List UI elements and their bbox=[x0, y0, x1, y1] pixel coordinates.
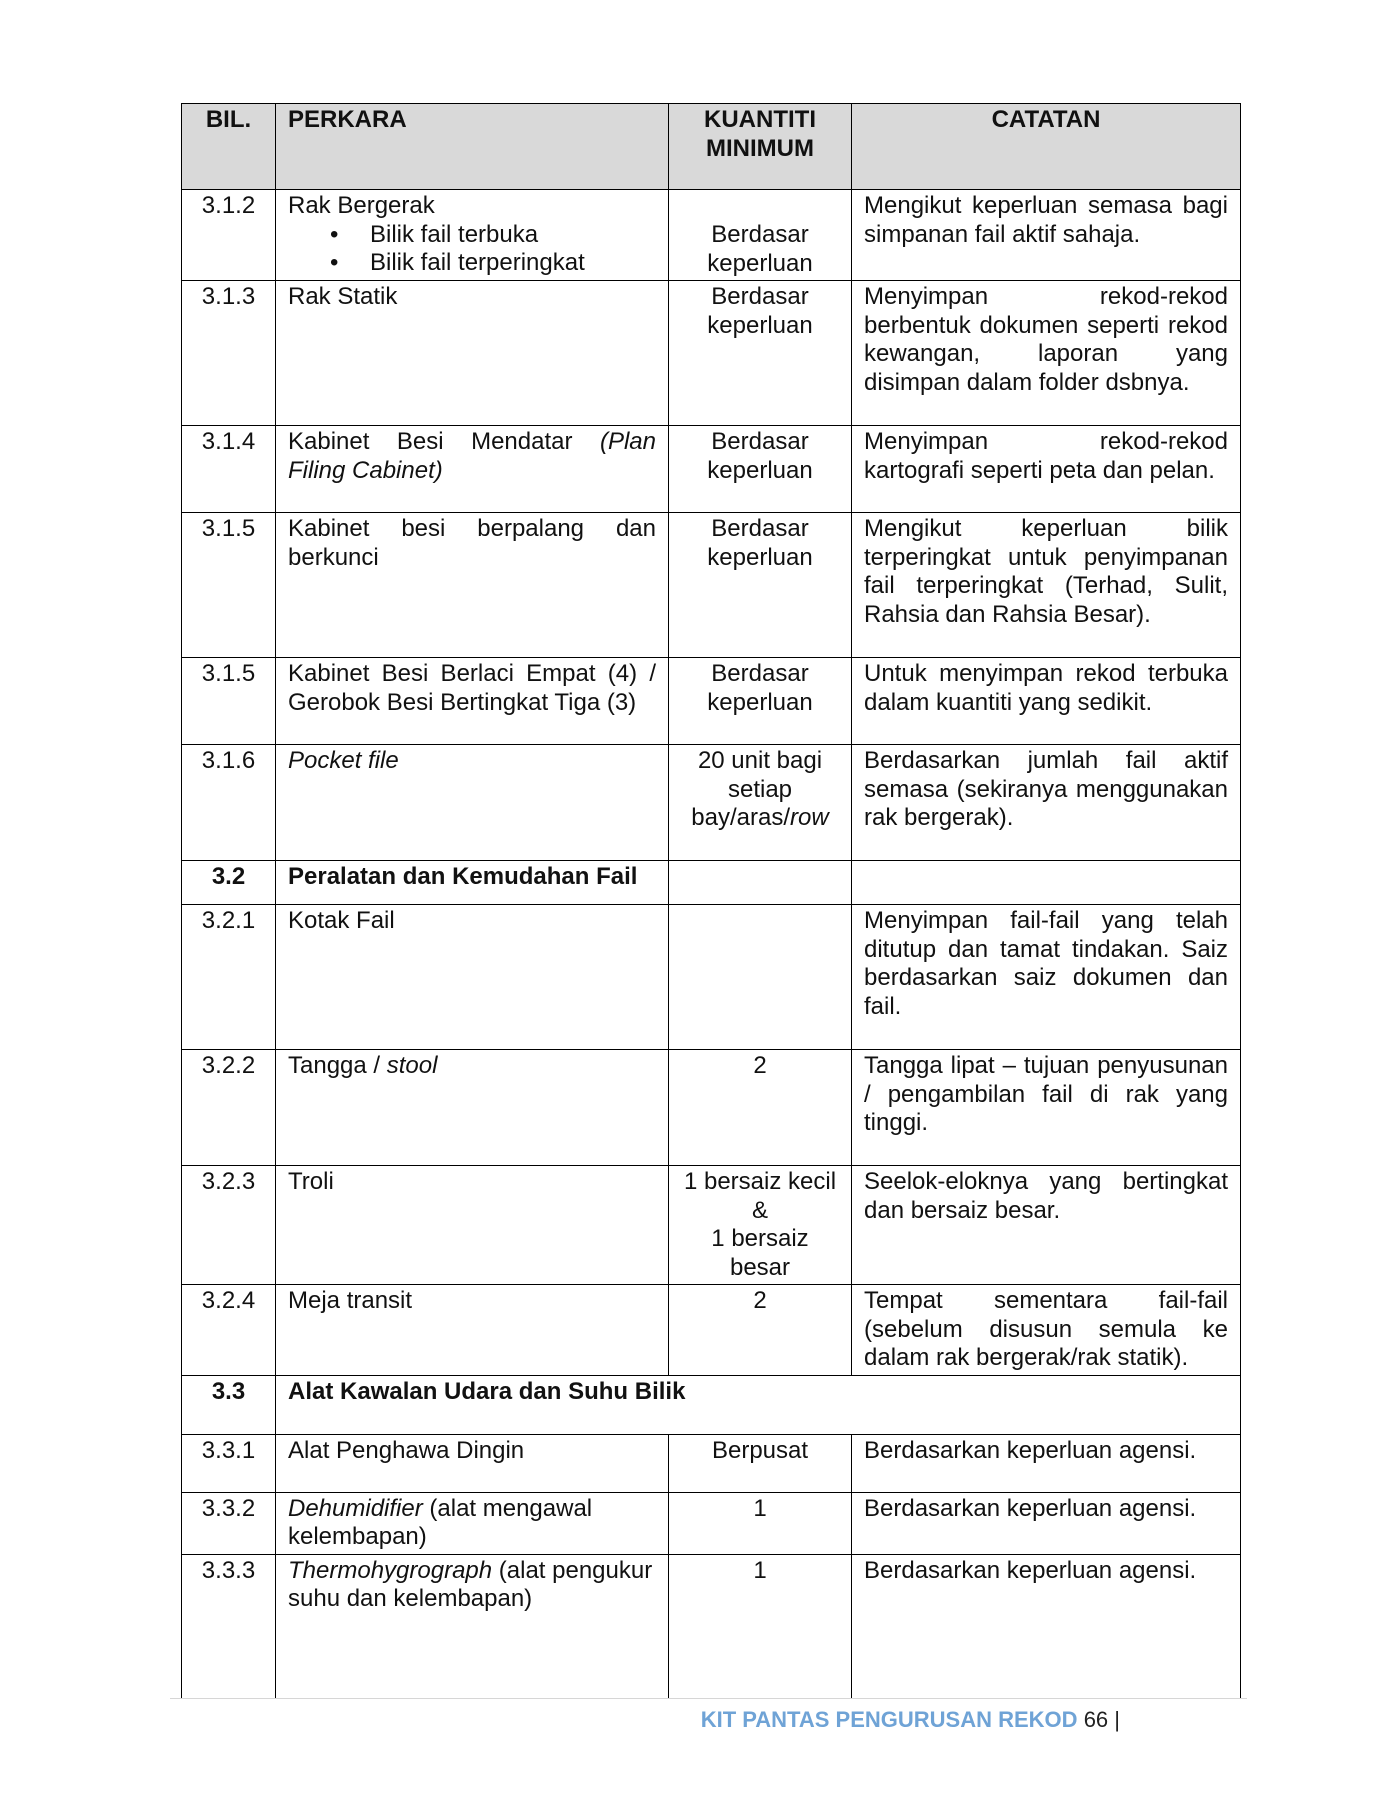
table-row bbox=[182, 658, 1241, 745]
table-row bbox=[182, 1554, 1241, 1698]
perkara-text: Tangga / bbox=[288, 1052, 381, 1079]
row-catatan: Berdasarkan jumlah fail aktif semasa (sekiranya menggunakan rak bergerak). bbox=[852, 745, 1241, 861]
perkara-italic: Pocket file bbox=[288, 747, 399, 774]
page-footer bbox=[701, 1705, 1120, 1735]
perkara-italic: (Plan Filing Cabinet) bbox=[288, 428, 656, 484]
row-bil: 3.3 bbox=[182, 1375, 276, 1434]
kuantiti-line: & bbox=[751, 1196, 768, 1224]
table-row bbox=[182, 1166, 1241, 1285]
header-kuantiti: KUANTITI MINIMUM bbox=[669, 104, 852, 190]
row-kuantiti bbox=[669, 1166, 852, 1285]
row-kuantiti: 2 bbox=[669, 1285, 852, 1376]
row-perkara: Alat Kawalan Udara dan Suhu Bilik bbox=[276, 1375, 1241, 1434]
row-bil: 3.2.2 bbox=[182, 1050, 276, 1166]
row-kuantiti bbox=[669, 658, 852, 745]
kuantiti-line: 1 bersaiz besar bbox=[711, 1225, 809, 1281]
row-kuantiti bbox=[669, 426, 852, 513]
row-catatan: Berdasarkan keperluan agensi. bbox=[852, 1434, 1241, 1492]
row-kuantiti: 1 bbox=[669, 1554, 852, 1698]
row-catatan bbox=[852, 861, 1241, 905]
footer-divider bbox=[170, 1698, 1247, 1699]
row-kuantiti: Berpusat bbox=[669, 1434, 852, 1492]
row-perkara: Kabinet Besi Berlaci Empat (4) / Gerobok Besi Bertingkat Tiga (3) bbox=[276, 658, 669, 745]
header-perkara: PERKARA bbox=[276, 104, 669, 190]
row-perkara: Kotak Fail bbox=[276, 905, 669, 1050]
perkara-text: Rak Bergerak bbox=[288, 192, 435, 219]
row-kuantiti bbox=[669, 513, 852, 658]
row-catatan: Untuk menyimpan rekod terbuka dalam kuantiti yang sedikit. bbox=[852, 658, 1241, 745]
table-row bbox=[182, 1492, 1241, 1554]
list-item: • Bilik fail terperingkat bbox=[370, 249, 656, 278]
row-catatan: Seelok-eloknya yang bertingkat dan bersaiz besar. bbox=[852, 1166, 1241, 1285]
section-row bbox=[182, 861, 1241, 905]
row-kuantiti bbox=[669, 745, 852, 861]
table-row bbox=[182, 1285, 1241, 1376]
row-perkara: Alat Penghawa Dingin bbox=[276, 1434, 669, 1492]
row-catatan: Menyimpan rekod-rekod kartografi seperti peta dan pelan. bbox=[852, 426, 1241, 513]
row-perkara bbox=[276, 745, 669, 861]
table-row bbox=[182, 190, 1241, 281]
row-perkara: Kabinet besi berpalang dan berkunci bbox=[276, 513, 669, 658]
row-bil: 3.3.3 bbox=[182, 1554, 276, 1698]
row-kuantiti bbox=[669, 190, 852, 281]
row-perkara: Meja transit bbox=[276, 1285, 669, 1376]
row-catatan: Tangga lipat – tujuan penyusunan / pengambilan fail di rak yang tinggi. bbox=[852, 1050, 1241, 1166]
row-bil: 3.2.3 bbox=[182, 1166, 276, 1285]
row-catatan: Berdasarkan keperluan agensi. bbox=[852, 1554, 1241, 1698]
section-row bbox=[182, 1375, 1241, 1434]
row-bil: 3.3.2 bbox=[182, 1492, 276, 1554]
row-bil: 3.3.1 bbox=[182, 1434, 276, 1492]
row-kuantiti: 1 bbox=[669, 1492, 852, 1554]
kuantiti-text: Berdasar keperluan bbox=[707, 283, 813, 339]
kuantiti-text: Berdasar keperluan bbox=[707, 221, 813, 277]
equipment-table bbox=[181, 103, 1241, 1699]
row-catatan: Mengikut keperluan bilik terperingkat untuk penyimpanan fail terperingkat (Terhad, Sulit, Rahsia dan Rahsia Besar). bbox=[852, 513, 1241, 658]
perkara-sublist bbox=[288, 221, 656, 278]
kuantiti-line: 1 bersaiz kecil bbox=[683, 1168, 837, 1195]
header-bil: BIL. bbox=[182, 104, 276, 190]
row-perkara bbox=[276, 190, 669, 281]
table-row bbox=[182, 281, 1241, 426]
row-perkara bbox=[276, 1050, 669, 1166]
list-item: • Bilik fail terbuka bbox=[370, 221, 656, 250]
row-catatan: Berdasarkan keperluan agensi. bbox=[852, 1492, 1241, 1554]
row-bil: 3.2.4 bbox=[182, 1285, 276, 1376]
perkara-italic: stool bbox=[386, 1052, 438, 1079]
perkara-text: (alat pengukur suhu dan kelembapan) bbox=[288, 1556, 653, 1612]
row-bil: 3.1.5 bbox=[182, 513, 276, 658]
table-row bbox=[182, 426, 1241, 513]
kuantiti-text: Berdasar keperluan bbox=[707, 515, 813, 571]
row-perkara bbox=[276, 1554, 669, 1698]
row-bil: 3.1.2 bbox=[182, 190, 276, 281]
row-perkara bbox=[276, 1492, 669, 1554]
row-kuantiti bbox=[669, 861, 852, 905]
perkara-text: (alat mengawal kelembapan) bbox=[288, 1494, 593, 1550]
row-catatan: Mengikut keperluan semasa bagi simpanan fail aktif sahaja. bbox=[852, 190, 1241, 281]
row-catatan: Menyimpan fail-fail yang telah ditutup dan tamat tindakan. Saiz berdasarkan saiz dokumen dan fail. bbox=[852, 905, 1241, 1050]
row-catatan: Menyimpan rekod-rekod berbentuk dokumen seperti rekod kewangan, laporan yang disimpan dalam folder dsbnya. bbox=[852, 281, 1241, 426]
kuantiti-main: 20 unit bagi setiap bay/aras/ bbox=[691, 747, 823, 831]
table-row bbox=[182, 905, 1241, 1050]
page-number: 66 | bbox=[1083, 1707, 1120, 1732]
table-header-row bbox=[182, 104, 1241, 190]
kuantiti-text: Berdasar keperluan bbox=[707, 660, 813, 716]
row-bil: 3.1.4 bbox=[182, 426, 276, 513]
kuantiti-text bbox=[677, 747, 843, 833]
row-bil: 3.2.1 bbox=[182, 905, 276, 1050]
row-kuantiti: 2 bbox=[669, 1050, 852, 1166]
row-perkara bbox=[276, 426, 669, 513]
footer-brand: KIT PANTAS PENGURUSAN REKOD bbox=[700, 1707, 1078, 1732]
row-perkara: Troli bbox=[276, 1166, 669, 1285]
header-catatan: CATATAN bbox=[852, 104, 1241, 190]
table-row bbox=[182, 745, 1241, 861]
row-kuantiti bbox=[669, 281, 852, 426]
table-row bbox=[182, 1050, 1241, 1166]
row-bil: 3.1.5 bbox=[182, 658, 276, 745]
perkara-italic: Dehumidifier bbox=[288, 1494, 423, 1522]
kuantiti-text: Berdasar keperluan bbox=[707, 428, 813, 484]
row-perkara: Rak Statik bbox=[276, 281, 669, 426]
kuantiti-italic: row bbox=[790, 804, 829, 831]
row-catatan: Tempat sementara fail-fail (sebelum disusun semula ke dalam rak bergerak/rak statik). bbox=[852, 1285, 1241, 1376]
table-row bbox=[182, 1434, 1241, 1492]
row-bil: 3.2 bbox=[182, 861, 276, 905]
table-row bbox=[182, 513, 1241, 658]
row-perkara: Peralatan dan Kemudahan Fail bbox=[276, 861, 669, 905]
row-bil: 3.1.6 bbox=[182, 745, 276, 861]
row-kuantiti bbox=[669, 905, 852, 1050]
perkara-text: Kabinet Besi Mendatar bbox=[288, 428, 573, 455]
perkara-italic: Thermohygrograph bbox=[288, 1556, 493, 1584]
row-bil: 3.1.3 bbox=[182, 281, 276, 426]
